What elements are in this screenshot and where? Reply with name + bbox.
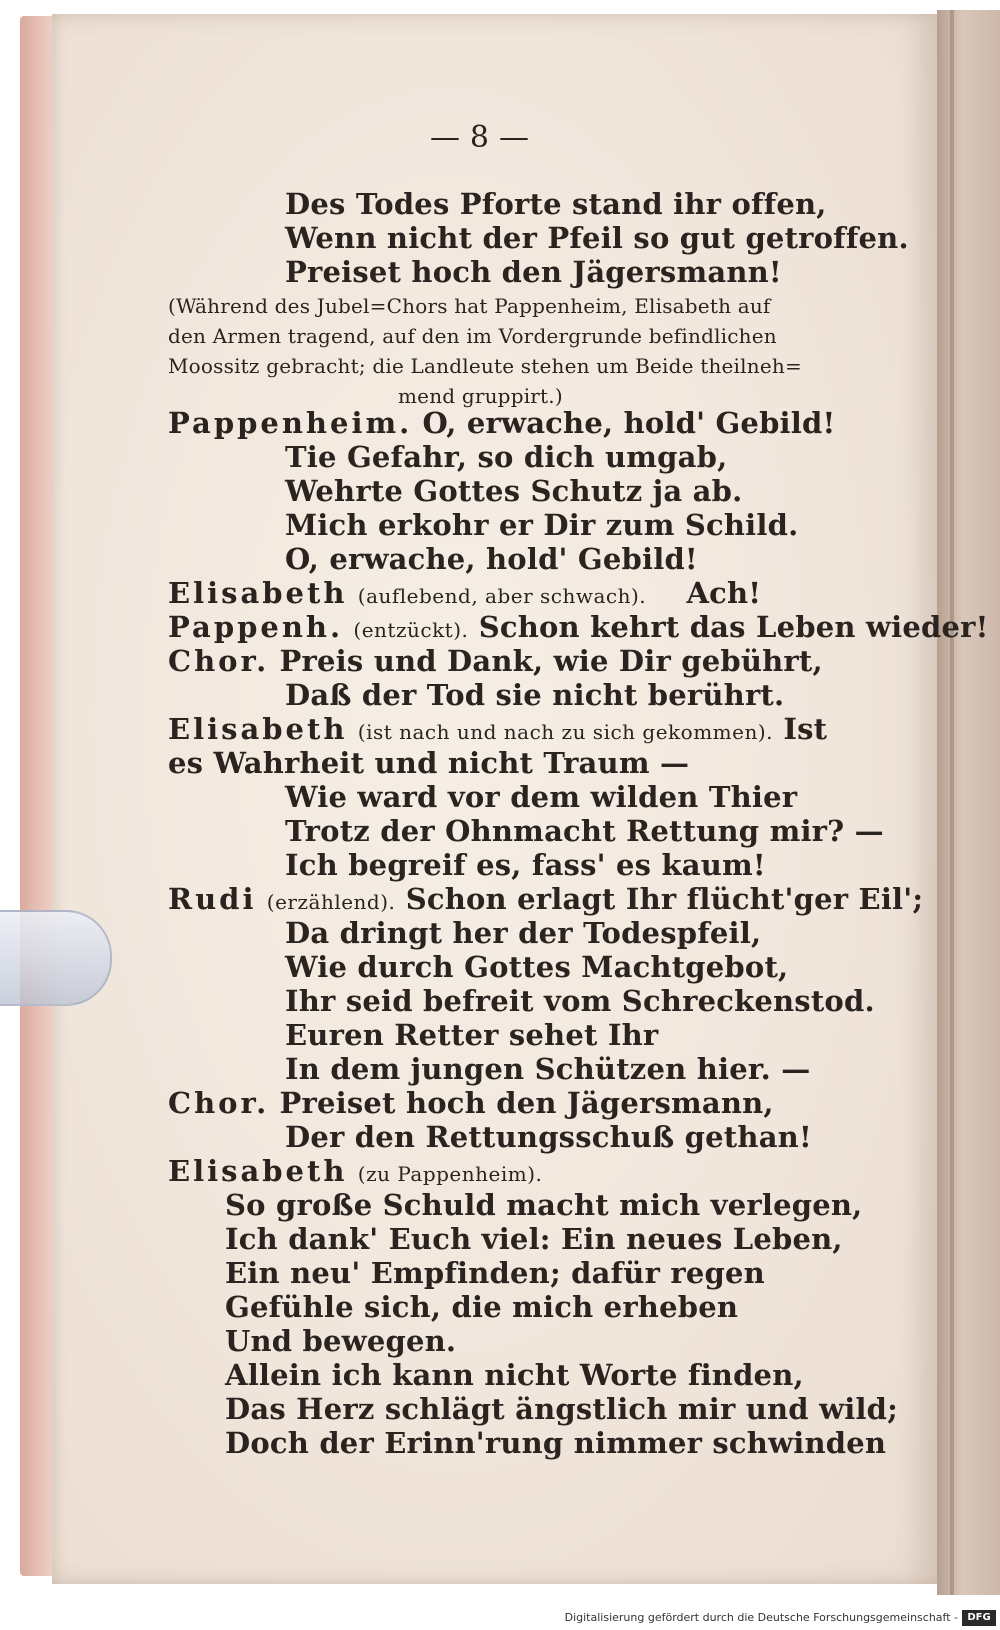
verse-line: O, erwache, hold' Gebild! [285,542,698,576]
speaker-name: Rudi [168,882,257,916]
verse-line: Tie Gefahr, so dich umgab, [285,440,728,474]
verse-line: Ich begreif es, fass' es kaum! [285,848,766,882]
speech-text: Ist [783,712,828,746]
verse-line: Ein neu' Empfinden; dafür regen [225,1256,765,1290]
verse-line: Wie durch Gottes Machtgebot, [285,950,789,984]
verse-line: Daß der Tod sie nicht berührt. [285,678,785,712]
speech-text: Preis und Dank, wie Dir gebührt, [279,644,823,678]
verse-line: Gefühle sich, die mich erheben [225,1290,739,1324]
speech-text: Preiset hoch den Jägersmann, [279,1086,774,1120]
digitization-credit: Digitalisierung gefördert durch die Deutsche Forschungsgemeinschaft - [564,1611,958,1624]
verse-line: Trotz der Ohnmacht Rettung mir? — [285,814,884,848]
verse-line: Ihr seid befreit vom Schreckenstod. [285,984,875,1018]
speaker-name: Elisabeth [168,1154,348,1188]
speech-line [168,1087,774,1119]
stage-direction: den Armen tragend, auf den im Vordergrunde befindlichen [168,324,777,348]
verse-line: Wie ward vor dem wilden Thier [285,780,798,814]
verse-line: Das Herz schlägt ängstlich mir und wild; [225,1392,899,1426]
stage-direction: (erzählend). [266,890,396,914]
verse-line: Euren Retter sehet Ihr [285,1018,659,1052]
verse-line: Der den Rettungsschuß gethan! [285,1120,812,1154]
speech-line [168,577,761,612]
speech-text: Schon erlagt Ihr flücht'ger Eil'; [405,882,924,916]
speaker-name: Chor. [168,1086,270,1120]
speech-line [168,645,823,677]
verse-line: Doch der Erinn'rung nimmer schwinden [225,1426,887,1460]
speech-line [168,611,989,646]
speech-line [168,883,923,918]
verse-line: So große Schuld macht mich verlegen, [225,1188,863,1222]
stage-direction: mend gruppirt.) [398,384,563,408]
speech-text: Ach! [686,576,762,610]
speech-line [168,407,835,439]
verse-line: es Wahrheit und nicht Traum — [168,746,690,780]
verse-line: Mich erkohr er Dir zum Schild. [285,508,799,542]
stage-direction: (auflebend, aber schwach). [357,584,647,608]
dfg-logo: DFG [962,1610,996,1626]
speaker-name: Chor. [168,644,270,678]
speaker-name: Elisabeth [168,712,348,746]
speaker-name: Pappenh. [168,610,344,644]
stage-direction: (ist nach und nach zu sich gekommen). [357,720,774,744]
stage-direction: Moossitz gebracht; die Landleute stehen um Beide theilneh= [168,354,802,378]
speech-line [168,713,827,748]
verse-line: Ich dank' Euch viel: Ein neues Leben, [225,1222,843,1256]
verse-line: Da dringt her der Todespfeil, [285,916,762,950]
verse-line: In dem jungen Schützen hier. — [285,1052,811,1086]
speech-line [168,1155,542,1190]
speech-text: O, erwache, hold' Gebild! [422,406,836,440]
verse-line: Wenn nicht der Pfeil so gut getroffen. [285,221,909,255]
verse-line: Des Todes Pforte stand ihr offen, [285,187,827,221]
page-number: — 8 — [430,120,530,155]
stage-direction: (Während des Jubel=Chors hat Pappenheim, Elisabeth auf [168,294,771,318]
speech-text: Schon kehrt das Leben wieder! [478,610,989,644]
stage-direction: (zu Pappenheim). [357,1162,543,1186]
stage-direction: (entzückt). [353,618,469,642]
verse-line: Preiset hoch den Jägersmann! [285,255,782,289]
speaker-name: Elisabeth [168,576,348,610]
verse-line: Wehrte Gottes Schutz ja ab. [285,474,743,508]
verse-line: Und bewegen. [225,1324,457,1358]
verse-line: Allein ich kann nicht Worte finden, [225,1358,804,1392]
speaker-name: Pappenheim. [168,406,413,440]
